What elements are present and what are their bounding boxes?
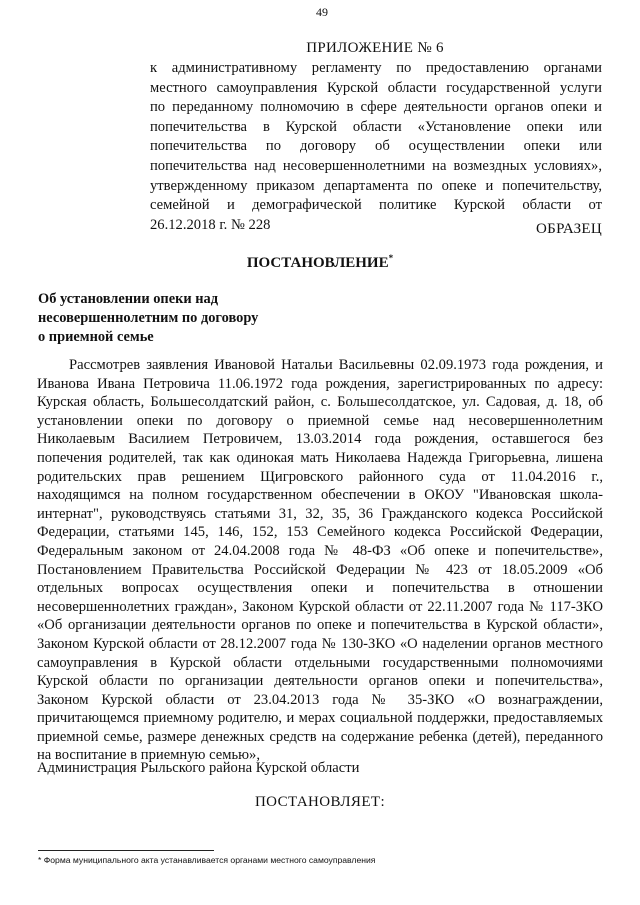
- body-line: Курской области по организации деятельности органов опеки и попечительства»,: [37, 673, 603, 690]
- body-line: Николаевым Василием Петровичем, 13.03.2014 года рождения, оставшегося без: [37, 431, 603, 448]
- appendix-line: местного самоуправления Курской области государственной услуги: [150, 79, 602, 96]
- body-line: родительских прав решением Щигровского районного суда от 11.04.2016 г.,: [37, 468, 603, 485]
- footnote-text: * Форма муниципального акта устанавливается органами местного самоуправления: [38, 855, 376, 865]
- page-number: 49: [316, 5, 328, 19]
- body-line: приемной семье, размере денежных средств на содержание ребенка (детей), переданного: [37, 728, 603, 745]
- decree-title-text: ПОСТАНОВЛЕНИЕ: [246, 255, 389, 271]
- decree-body: [37, 356, 603, 765]
- appendix-line: попечительства в Курской области «Установление опеки или: [150, 118, 602, 135]
- body-line: отдельных вопросах осуществления опеки и попечительства в отношении: [37, 580, 603, 597]
- administration-name: Администрация Рыльского района Курской области: [37, 760, 360, 776]
- body-line: попечения родителей, так как одинокая мать Николаева Надежда Григорьевна, лишена: [37, 449, 603, 466]
- subject-line: Об установлении опеки над: [38, 291, 219, 307]
- body-line: «Об организации деятельности органов по опеке и попечительства в Курской области»,: [37, 617, 603, 634]
- body-line: несовершеннолетних граждан», Законом Курской области от 22.11.2007 года № 117-ЗКО: [37, 598, 603, 615]
- decree-title: [0, 254, 640, 272]
- footnote-divider: [38, 850, 214, 851]
- body-line: самоуправления в Курской области отдельными государственными полномочиями: [37, 654, 603, 671]
- subject-line: о приемной семье: [38, 329, 154, 345]
- body-line: Законом Курской области от 23.04.2013 года № 35-ЗКО «О вознаграждении,: [37, 691, 603, 708]
- body-line: Курская область, Большесолдатский район, с. Большесолдатское, ул. Садовая, д. 18, об: [37, 394, 603, 411]
- subject-line: несовершеннолетним по договору: [38, 310, 259, 326]
- body-line: на воспитание в приемную семью»,: [37, 747, 260, 764]
- body-line: Иванова Ивана Петровича 11.06.1972 года рождения, зарегистрированных по адресу:: [37, 375, 603, 392]
- body-line: Постановлением Правительства Российской Федерации № 423 от 18.05.2009 «Об: [37, 561, 603, 578]
- appendix-title: ПРИЛОЖЕНИЕ № 6: [306, 40, 444, 56]
- decree-subject: [38, 290, 298, 347]
- body-line: Законом Курской области от 28.12.2007 года № 130-ЗКО «О наделении органов местного: [37, 635, 603, 652]
- appendix-line: попечительства по договору об осуществлении опеки или: [150, 138, 602, 155]
- appendix-line: к административному регламенту по предоставлению органами: [150, 60, 602, 76]
- appendix-line: по переданному полномочию в сфере деятельности органов опеки и: [150, 99, 602, 116]
- appendix-line: 26.12.2018 г. № 228: [150, 216, 271, 233]
- body-line: Федеральным законом от 24.04.2008 года № 48-ФЗ «Об опеке и попечительстве»,: [37, 542, 603, 559]
- appendix-line: попечительства над несовершеннолетними на возмездных условиях»,: [150, 157, 602, 174]
- appendix-line: утвержденному приказом департамента по опеке и попечительству,: [150, 177, 602, 194]
- body-line: Рассмотрев заявления Ивановой Натальи Васильевны 02.09.1973 года рождения, и: [69, 357, 603, 373]
- appendix-line: семейной и демографической политике Курской области от: [150, 197, 602, 214]
- sample-label: ОБРАЗЕЦ: [536, 221, 602, 237]
- body-line: установлении опеки по договору о приемной семье над несовершеннолетним: [37, 412, 603, 429]
- resolves-heading: ПОСТАНОВЛЯЕТ:: [254, 794, 386, 810]
- body-line: интернат", руководствуясь статьями 31, 32, 35, 36 Гражданского кодекса Российской: [37, 505, 603, 522]
- body-line: причитающемся приемному родителю, и мерах социальной поддержки, предоставляемых: [37, 710, 603, 727]
- appendix-description: [150, 59, 602, 235]
- footnote-mark: *: [388, 253, 394, 263]
- body-line: находящимся на полном государственном обеспечении в ОКОУ "Ивановская школа-: [37, 487, 603, 504]
- body-line: Федерации, статьями 145, 146, 152, 153 Семейного кодекса Российской Федерации,: [37, 524, 603, 541]
